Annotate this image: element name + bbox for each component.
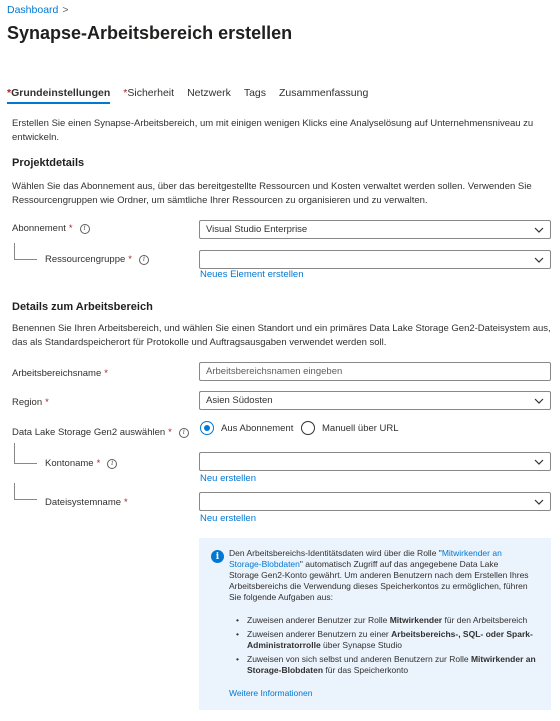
create-account-link[interactable]: Neu erstellen [200, 473, 256, 484]
region-value: Asien Südosten [206, 395, 273, 406]
radio-unselected-icon [301, 421, 315, 435]
breadcrumb [7, 4, 69, 16]
radio-label: Aus Abonnement [221, 422, 294, 434]
list-text: über Synapse Studio [320, 640, 402, 650]
workspace-details-description: Benennen Sie Ihren Arbeitsbereich, und wählen Sie einen Standort und ein primäres Data Lake Storage Gen2-Dateisystem aus, das als Standardspeicherort für Protokolle und Auftragsausgaben verwendet werden soll. [12, 323, 551, 348]
tab-sicherheit[interactable] [123, 87, 174, 104]
workspace-name-label-text: Arbeitsbereichsname [12, 368, 102, 379]
tab-required-marker: * [123, 87, 128, 99]
storage-blob-role-link[interactable]: Mitwirkender an Storage-Blobdaten [229, 548, 502, 569]
breadcrumb-separator: > [62, 4, 69, 16]
region-label [12, 397, 49, 408]
list-text: Zuweisen anderer Benutzer zur Rolle [247, 615, 390, 625]
region-dropdown[interactable] [199, 391, 551, 410]
tab-label: Grundeinstellungen [11, 87, 111, 99]
info-icon[interactable]: i [80, 224, 90, 234]
account-name-dropdown[interactable] [199, 452, 551, 471]
info-icon[interactable]: i [139, 255, 149, 265]
list-bold-text: Arbeitsbereichs-, SQL- oder Spark-Administratorrolle [247, 629, 533, 650]
required-marker: * [128, 254, 132, 265]
tree-connector [14, 443, 37, 464]
filesystem-name-label [45, 497, 128, 508]
resource-group-label-text: Ressourcengruppe [45, 254, 126, 265]
chevron-down-icon [534, 225, 544, 235]
chevron-down-icon [534, 497, 544, 507]
chevron-down-icon [534, 457, 544, 467]
required-marker: * [68, 223, 73, 234]
list-bold-text: Mitwirkender an Storage-Blobdaten [247, 654, 536, 675]
more-info-link[interactable]: Weitere Informationen [229, 688, 313, 698]
radio-manual-url[interactable] [301, 421, 399, 435]
info-text-part: " automatisch Zugriff auf das angegebene Data Lake Storage Gen2-Konto gewährt. Um anderen Benutzern nach dem Erstellen Ihres Arbeitsbereichs die Verwendung dieses Speicherkontos zu ermöglichen, führen Sie folgende Aufgaben aus: [229, 559, 529, 602]
tab-label: Netzwerk [187, 87, 231, 99]
region-label-text: Region [12, 397, 43, 408]
subscription-dropdown[interactable] [199, 220, 551, 239]
list-text: Zuweisen anderer Benutzern zu einer [247, 629, 392, 639]
tab-label: Sicherheit [127, 87, 175, 99]
subscription-label-text: Abonnement [12, 223, 66, 234]
tab-required-marker: * [7, 87, 12, 99]
account-name-label [45, 458, 117, 469]
project-details-heading: Projektdetails [12, 157, 85, 169]
datalake-label-text: Data Lake Storage Gen2 auswählen [12, 427, 166, 438]
filesystem-name-dropdown[interactable] [199, 492, 551, 511]
tab-label: Tags [243, 87, 267, 99]
create-resource-group-link[interactable]: Neues Element erstellen [200, 269, 304, 280]
info-icon[interactable]: i [179, 428, 189, 438]
breadcrumb-dashboard-link[interactable]: Dashboard [7, 4, 59, 16]
tree-connector [14, 483, 37, 500]
required-marker: * [104, 368, 108, 379]
tree-connector [14, 243, 37, 260]
datalake-label [12, 427, 189, 438]
chevron-down-icon [534, 255, 544, 265]
project-details-description: Wählen Sie das Abonnement aus, über das bereitgestellte Ressourcen und Kosten verwaltet werden sollen. Verwenden Sie Ressourcengruppen wie Ordner, um sämtliche Ihrer Ressourcen zu organisieren und zu verwalten. [12, 181, 532, 206]
required-marker: * [168, 427, 172, 438]
subscription-value: Visual Studio Enterprise [206, 224, 308, 235]
info-box-list [247, 615, 539, 679]
radio-selected-icon [200, 421, 214, 435]
page-title: Synapse-Arbeitsbereich erstellen [7, 23, 293, 43]
workspace-name-input[interactable] [199, 362, 551, 381]
list-bold-text: Mitwirkender [389, 615, 443, 625]
list-text: Zuweisen von sich selbst und anderen Benutzern zur Rolle [247, 654, 471, 664]
workspace-details-heading: Details zum Arbeitsbereich [12, 301, 153, 313]
info-box-text [229, 548, 529, 603]
tab-zusammenfassung[interactable] [279, 87, 368, 104]
workspace-name-label [12, 368, 108, 379]
tab-label: Zusammenfassung [279, 87, 369, 99]
intro-text: Erstellen Sie einen Synapse-Arbeitsbereich, um mit einigen wenigen Klicks eine Analyselösung auf Unternehmensniveau zu entwickeln. [12, 118, 534, 143]
info-box [199, 538, 551, 710]
tab-grundeinstellungen[interactable] [7, 87, 110, 104]
tab-bar [7, 87, 381, 104]
subscription-label [12, 223, 90, 234]
tab-netzwerk[interactable] [187, 87, 231, 104]
list-item [247, 654, 539, 676]
info-icon[interactable]: i [107, 459, 117, 469]
list-text: für das Speicherkonto [323, 665, 409, 675]
radio-label: Manuell über URL [322, 422, 399, 434]
required-marker: * [45, 397, 49, 408]
resource-group-label [45, 254, 149, 265]
radio-from-subscription[interactable] [200, 421, 293, 435]
account-name-label-text: Kontoname [45, 458, 94, 469]
filesystem-name-label-text: Dateisystemname [45, 497, 122, 508]
chevron-down-icon [534, 396, 544, 406]
list-item [247, 629, 539, 651]
workspace-name-placeholder: Arbeitsbereichsnamen eingeben [206, 366, 343, 377]
create-filesystem-link[interactable]: Neu erstellen [200, 513, 256, 524]
info-text-part: Den Arbeitsbereichs-Identitätsdaten wird über die Rolle " [229, 548, 442, 558]
required-marker: * [96, 458, 101, 469]
info-icon: i [211, 550, 224, 563]
list-item [247, 615, 539, 626]
list-text: für den Arbeitsbereich [442, 615, 528, 625]
required-marker: * [124, 497, 128, 508]
tab-tags[interactable] [244, 87, 266, 104]
resource-group-dropdown[interactable] [199, 250, 551, 269]
